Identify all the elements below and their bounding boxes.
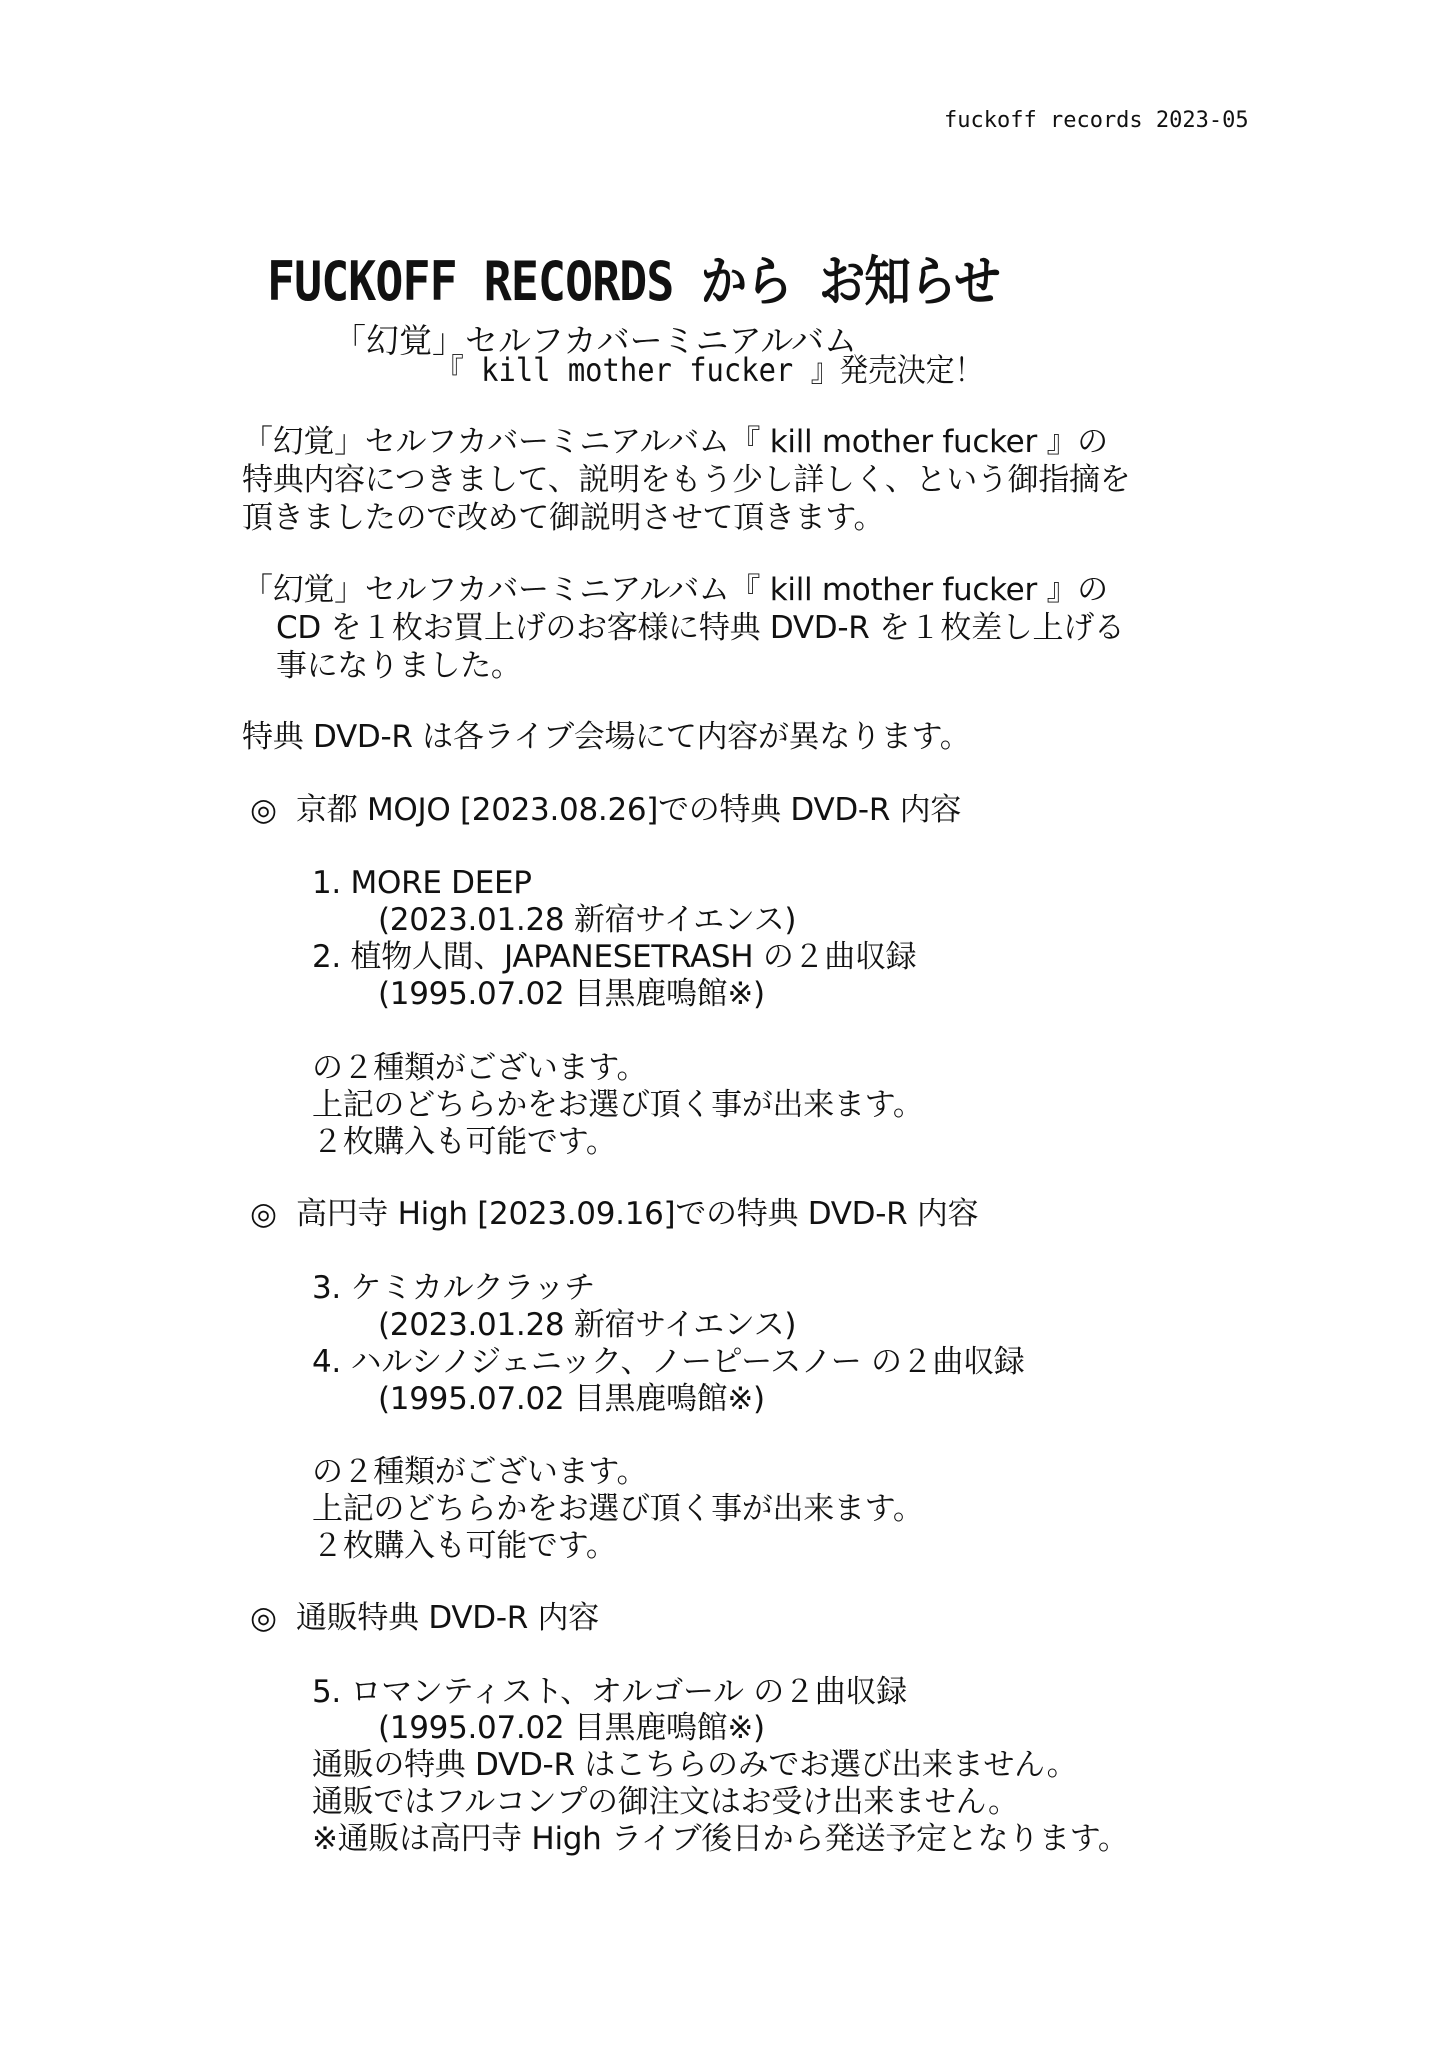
- intro-line-2: 特典内容につきまして、説明をもう少し詳しく、という御指摘を: [242, 462, 1131, 498]
- list-item-label: 4. ハルシノジェニック、ノーピースノー の２曲収録: [312, 1344, 1025, 1380]
- section-note: 通販の特典 DVD-R はこちらのみでお選び出来ません。: [312, 1747, 1078, 1783]
- intro-line-3: 頂きましたので改めて御説明させて頂きます。: [242, 500, 885, 536]
- section-heading-text: 高円寺 High [2023.09.16]での特典 DVD-R 内容: [296, 1196, 979, 1232]
- section-note: ※通販は高円寺 High ライブ後日から発送予定となります。: [312, 1821, 1129, 1857]
- list-item-label: 1. MORE DEEP: [312, 865, 532, 901]
- double-circle-icon: ◎: [250, 1196, 277, 1232]
- list-item-detail: (1995.07.02 目黒鹿鳴館※): [378, 1381, 765, 1417]
- document-stamp: fuckoff records 2023-05: [944, 108, 1249, 133]
- list-item-detail: (1995.07.02 目黒鹿鳴館※): [378, 1710, 765, 1746]
- list-item-label: 3. ケミカルクラッチ: [312, 1270, 595, 1306]
- section-heading-kyoto: [250, 792, 962, 828]
- section-note: 上記のどちらかをお選び頂く事が出来ます。: [312, 1087, 924, 1123]
- list-item-detail: (1995.07.02 目黒鹿鳴館※): [378, 976, 765, 1012]
- section-heading-text: 通販特典 DVD-R 内容: [296, 1600, 599, 1636]
- offer-line-1: 「幻覚」セルフカバーミニアルバム『 kill mother fucker 』の: [242, 572, 1108, 608]
- subtitle-line-2: 『 kill mother fucker 』発売決定！: [435, 351, 984, 389]
- list-item-detail: (2023.01.28 新宿サイエンス): [378, 902, 797, 938]
- subtitle-line-1: 「幻覚」セルフカバーミニアルバム: [333, 321, 858, 360]
- list-item-label: 5. ロマンティスト、オルゴール の２曲収録: [312, 1674, 907, 1710]
- section-note: の２種類がございます。: [312, 1454, 648, 1490]
- list-item-detail: (2023.01.28 新宿サイエンス): [378, 1307, 797, 1343]
- double-circle-icon: ◎: [250, 1600, 277, 1636]
- list-item-label: 2. 植物人間、JAPANESETRASH の２曲収録: [312, 939, 917, 975]
- venue-note: 特典 DVD-R は各ライブ会場にて内容が異なります。: [242, 719, 971, 755]
- double-circle-icon: ◎: [250, 792, 277, 828]
- section-heading-text: 京都 MOJO [2023.08.26]での特典 DVD-R 内容: [296, 792, 962, 828]
- page-title: FUCKOFF RECORDS から お知らせ: [267, 250, 1000, 313]
- section-note: ２枚購入も可能です。: [312, 1528, 617, 1564]
- offer-line-2: CD を１枚お買上げのお客様に特典 DVD-R を１枚差し上げる: [276, 610, 1125, 646]
- section-note: 上記のどちらかをお選び頂く事が出来ます。: [312, 1491, 924, 1527]
- section-heading-mailorder: [250, 1600, 599, 1636]
- offer-line-3: 事になりました。: [276, 648, 522, 684]
- intro-line-1: 「幻覚」セルフカバーミニアルバム『 kill mother fucker 』の: [242, 424, 1108, 460]
- section-note: の２種類がございます。: [312, 1050, 648, 1086]
- section-note: ２枚購入も可能です。: [312, 1124, 617, 1160]
- section-note: 通販ではフルコンプの御注文はお受け出来ません。: [312, 1784, 1019, 1820]
- section-heading-koenji: [250, 1196, 979, 1232]
